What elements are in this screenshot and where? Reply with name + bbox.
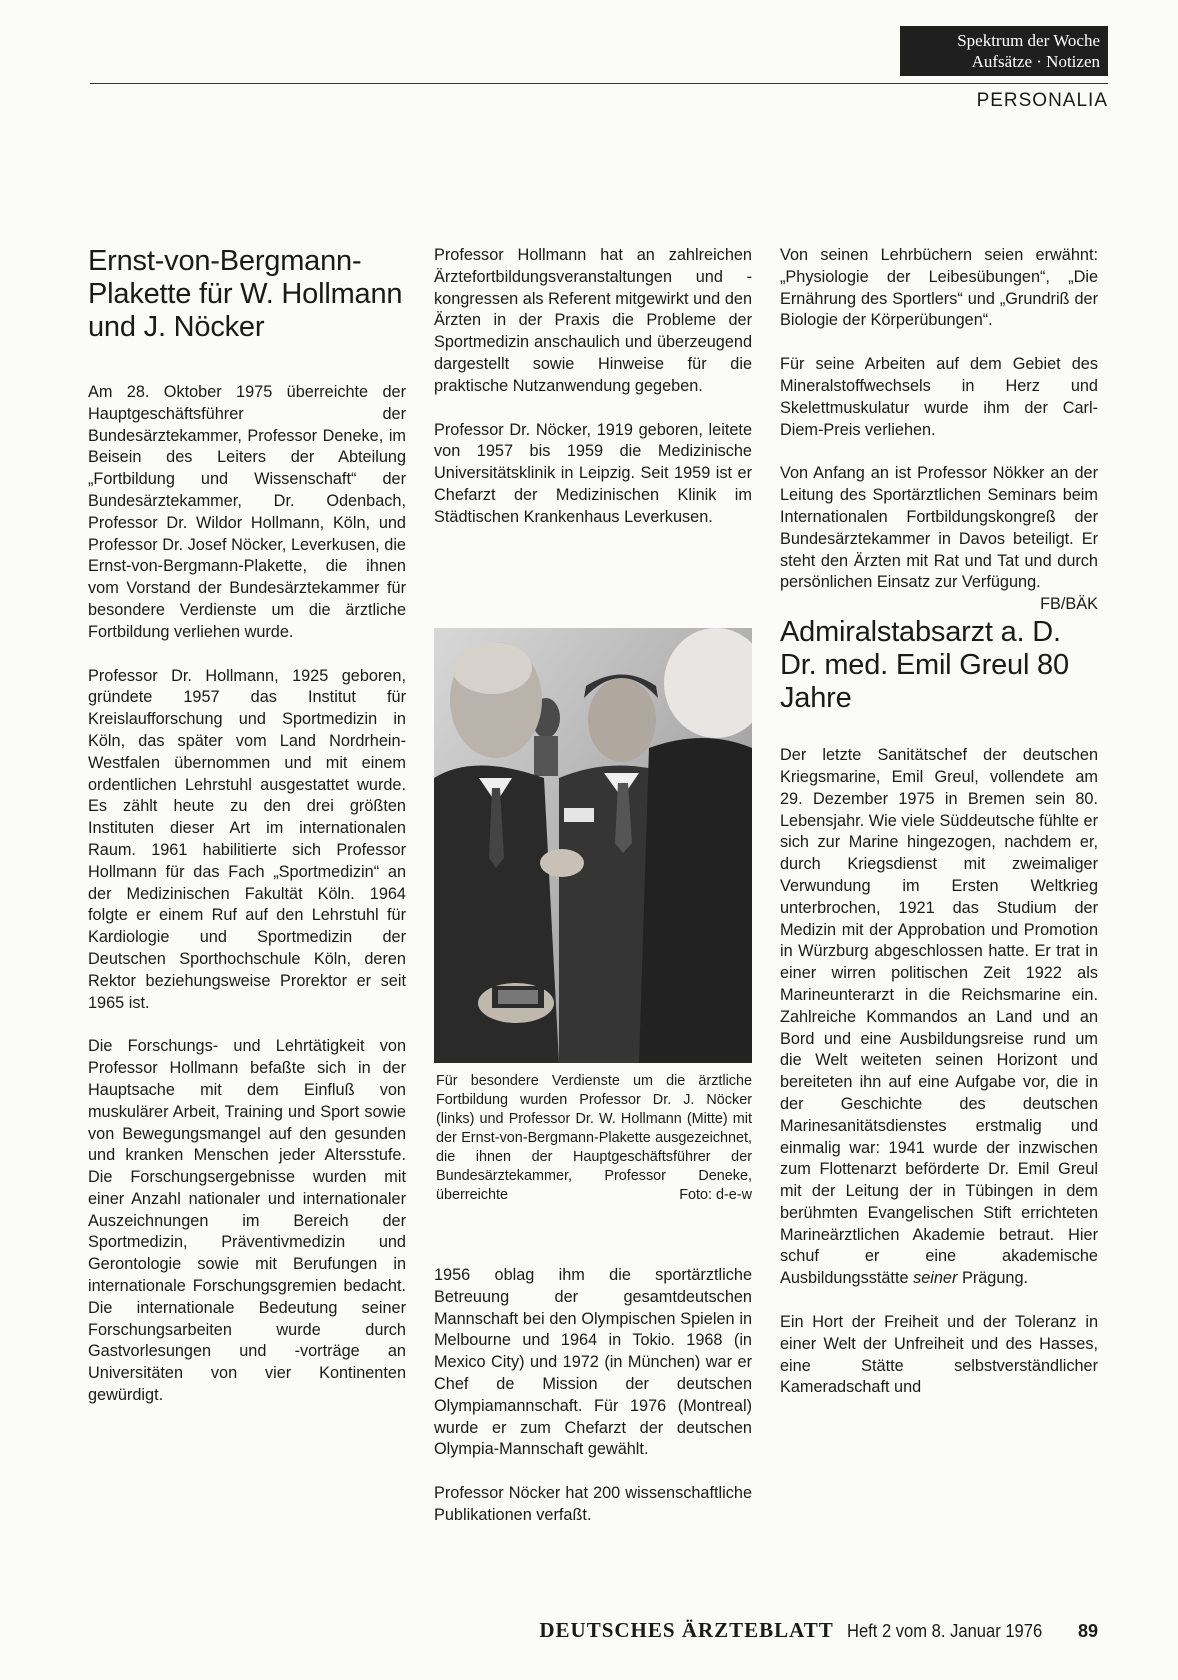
article-1-paragraph: Professor Hollmann hat an zahlreichen Ärztefortbildungsveranstaltungen und -kongressen als Referent mitgewirkt und den Ärzten in der Praxis die Probleme der Sportmedizin anschaulich und überzeugend dargestellt sowie Hinweise für die praktische Nutzanwendung gegeben. [434, 246, 752, 395]
header-rule [90, 83, 1108, 84]
article-2-emphasis: seiner [913, 1269, 958, 1288]
article-1-paragraph: Professor Nöcker hat 200 wissenschaftliche Publikationen verfaßt. [434, 1484, 752, 1524]
page-footer [539, 1618, 1098, 1643]
article-1-signature: FB/BÄK [1040, 595, 1098, 614]
article-2-paragraph-text: Der letzte Sanitätschef der deutschen Kriegsmarine, Emil Greul, vollendete am 29. Dezember 1975 in Bremen sein 80. Lebensjahr. Wie viele Süddeutsche fühlte er sich zur Marine hingezogen, nachdem er, durch Kriegsdienst mit zweimaliger Verwundung im Ersten Weltkrieg unterbrochen, 1921 das Studium der Medizin mit der Approbation und Promotion in Würzburg abgeschlossen hatte. Er trat in einer wirren politischen Zeit 1922 als Marineunterarzt in die Reichsmarine ein. Zahlreiche Kommandos an Land und an Bord und eine Ausbildungsreise rund um die Welt weiteten seinen Horizont und bereiteten ihn auf eine Aufgabe vor, die in der Geschichte des deutschen Marinesanitätsdienstes erstmalig und einmalig war: 1941 wurde der inzwischen zum Flottenarzt beförderte Dr. Emil Greul mit der Leitung der in Tübingen in dem berühmten Evangelischen Stift errichteten Marineärztlichen Akademie betraut. Hier schuf er eine akademische Ausbildungsstätte [780, 746, 1098, 1288]
article-1-paragraph: Am 28. Oktober 1975 überreichte der Hauptgeschäftsführer der Bundesärztekammer, Professor Deneke, im Beisein des Leiters der Abteilung „Fortbildung und Wissenschaft“ der Bundesärztekammer, Dr. Odenbach, Professor Dr. Wildor Hollmann, Köln, und Professor Dr. Josef Nöcker, Leverkusen, die Ernst-von-Bergmann-Plakette, die ihnen vom Vorstand der Bundesärztekammer für besondere Verdienste um die ärztliche Fortbildung verliehen wurde. [88, 383, 406, 641]
article-1-paragraph-text: Von Anfang an ist Professor Nökker an der Leitung des Sportärztlichen Seminars beim Internationalen Fortbildungskongreß der Bundesärztekammer in Davos beteiligt. Er steht den Ärzten mit Rat und Tat und durch persönlichen Einsatz zur Verfügung. [780, 464, 1098, 592]
article-1-paragraph: Von seinen Lehrbüchern seien erwähnt: „Physiologie der Leibesübungen“, „Die Ernährung des Sportlers“ und „Grundriß der Biologie der Körperübungen“. [780, 246, 1098, 330]
badge-line-2: Aufsätze · Notizen [971, 52, 1100, 71]
caption-text: Für besondere Verdienste um die ärztliche Fortbildung wurden Professor Dr. J. Nöcker (links) und Professor Dr. W. Hollmann (Mitte) mit der Ernst-von-Bergmann-Plakette ausgezeichnet, die ihnen der Hauptgeschäftsführer der Bundesärztekammer, Professor Deneke, überreichte [436, 1073, 752, 1203]
article-1-headline: Ernst-von-Bergmann-Plakette für W. Hollmann und J. Nöcker [88, 245, 403, 343]
section-badge [900, 26, 1108, 76]
column-2-continued [434, 1265, 752, 1549]
column-1 [88, 245, 406, 1429]
article-2-headline: Admiralstabsarzt a. D. Dr. med. Emil Greul 80 Jahre [780, 616, 1069, 715]
article-1-paragraph: Für seine Arbeiten auf dem Gebiet des Mineralstoffwechsels in Herz und Skelettmuskulatur wurde ihm der Carl-Diem-Preis verliehen. [780, 355, 1098, 439]
article-1-paragraph: 1956 oblag ihm die sportärztliche Betreuung der gesamtdeutschen Mannschaft bei den Olympischen Spielen in Melbourne und 1964 in Tokio. 1968 (in Mexico City) und 1972 (in München) war er Chef de Mission der deutschen Olympiamannschaft. Für 1976 (Montreal) wurde er zum Chefarzt der deutschen Olympia-Mannschaft gewählt. [434, 1266, 752, 1459]
photo-credit: Foto: d-e-w [679, 1187, 752, 1203]
article-1-paragraph [780, 463, 1098, 614]
magazine-name: DEUTSCHES ÄRZTEBLATT [539, 1618, 834, 1642]
award-photo [434, 628, 752, 1063]
article-1-paragraph: Professor Dr. Nöcker, 1919 geboren, leitete von 1957 bis 1959 die Medizinische Universitätsklinik in Leipzig. Seit 1959 ist er Chefarzt der Medizinischen Klinik im Städtischen Krankenhaus Leverkusen. [434, 420, 752, 526]
article-2-paragraph [780, 745, 1098, 1290]
column-2 [434, 245, 752, 551]
article-2-paragraph: Ein Hort der Freiheit und der Toleranz in einer Welt der Unfreiheit und des Hasses, eine Stätte selbstverständlicher Kameradschaft und [780, 1313, 1098, 1397]
issue-info: Heft 2 vom 8. Januar 1976 [846, 1621, 1042, 1641]
page-number: 89 [1077, 1621, 1098, 1641]
column-3 [780, 245, 1098, 1421]
badge-line-1: Spektrum der Woche [957, 31, 1100, 50]
photo-caption [436, 1072, 752, 1205]
article-2-paragraph-end: Prägung. [961, 1269, 1029, 1288]
article-1-paragraph: Die Forschungs- und Lehrtätigkeit von Professor Hollmann befaßte sich in der Hauptsache mit dem Einfluß von muskulärer Arbeit, Training und Sport sowie von Bewegungsmangel auf den gesunden und kranken Menschen jeder Altersstufe. Die Forschungsergebnisse wurden mit einer Anzahl nationaler und internationaler Auszeichnungen im Bereich der Sportmedizin, Präventivmedizin und Gerontologie sowie mit Berufungen in internationale Forschungsgremien bedacht. Die internationale Bedeutung seiner Forschungsarbeiten wurde durch Gastvorlesungen und -vorträge an Universitäten von vier Kontinenten gewürdigt. [88, 1037, 406, 1405]
article-1-paragraph: Professor Dr. Hollmann, 1925 geboren, gründete 1957 das Institut für Kreislaufforschung und Sportmedizin in Köln, das später vom Land Nordrhein-Westfalen übernommen und mit einem ordentlichen Lehrstuhl ausgestattet wurde. Es zählt heute zu den drei größten Instituten dieser Art im internationalen Raum. 1961 habilitierte sich Professor Hollmann für das Fach „Sportmedizin“ an der Medizinischen Fakultät Köln. 1964 folgte er einem Ruf auf den Lehrstuhl für Kardiologie und Sportmedizin der Deutschen Sporthochschule Köln, deren Rektor beziehungsweise Prorektor er seit 1965 ist. [88, 666, 406, 1012]
section-label: PERSONALIA [976, 90, 1108, 111]
